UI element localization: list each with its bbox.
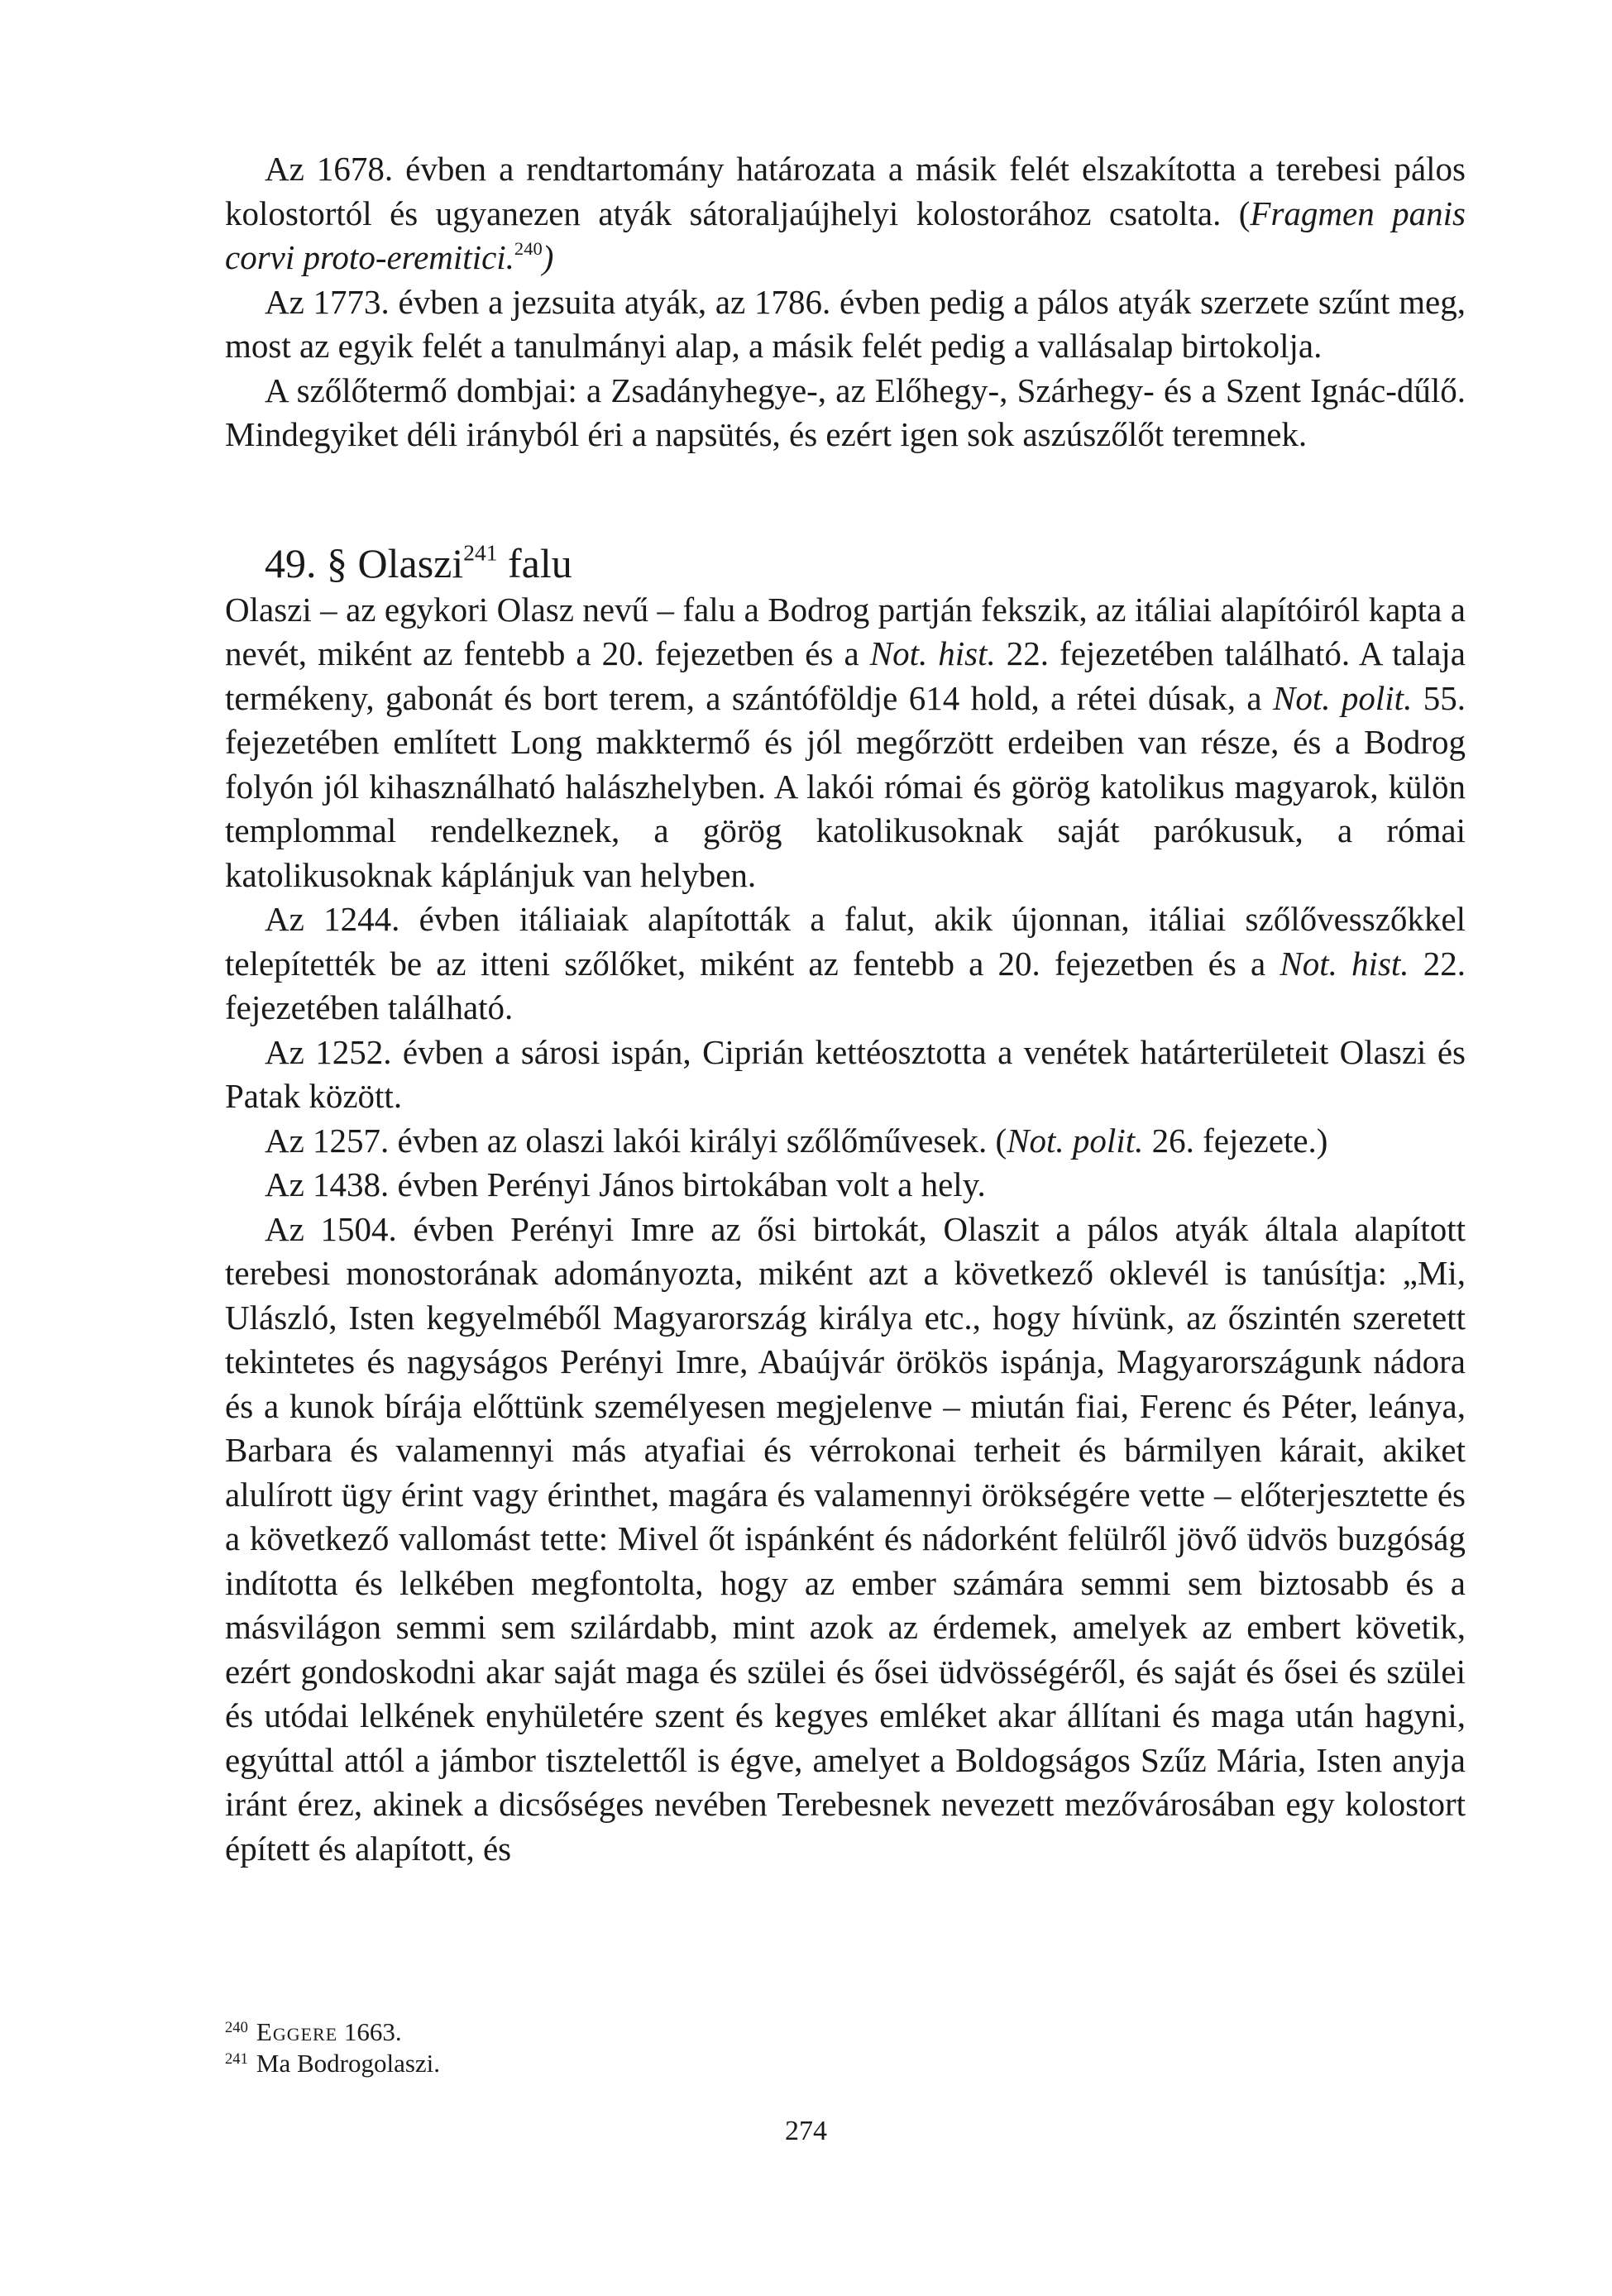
- footnote-241: [225, 2048, 1466, 2079]
- section-title-rest: falu: [507, 539, 572, 586]
- page-body: [225, 147, 1466, 1871]
- paragraph-1252: Az 1252. évben a sárosi ispán, Ciprián kettéosztotta a venétek határterületeit Olaszi és Patak között.: [225, 1032, 1466, 1115]
- paragraph-text: 22. fejezetében található.: [225, 944, 1466, 1026]
- italic-reference: Not. polit.: [1272, 678, 1413, 717]
- paragraph-1244: [225, 897, 1466, 1031]
- paragraph-1773: Az 1773. évben a jezsuita atyák, az 1786. évben pedig a pálos atyák szerzete szűnt meg, most az egyik felét a tanulmányi alap, a másik felét pedig a vallásalap birtokolja.: [225, 282, 1466, 365]
- paragraph-text: 22. fejezetében található. A talaja termékeny, gabonát és bort terem, a szántóföldje 614 hold, a rétei dúsak, a: [225, 634, 1466, 717]
- footnote-author: Eggere: [256, 2017, 338, 2046]
- paragraph-text: 55. fejezetében említett Long makktermő és jól megőrzött erdeiben van része, és a Bodrog folyón jól kihasználható halászhelyben. A lakói római és görög katolikus magyarok, külön templommal rendelkeznek, a görög katolikusoknak saját parókusuk, a római katolikusoknak káplánjuk van helyben.: [225, 678, 1466, 894]
- footnote-ref-240[interactable]: 240: [514, 238, 543, 260]
- paragraph-text: Az 1257. évben az olaszi lakói királyi szőlőművesek. (: [265, 1121, 1007, 1160]
- paragraph-1257: [225, 1119, 1466, 1164]
- paragraph-1504: Az 1504. évben Perényi Imre az ősi birtokát, Olaszit a pálos atyák általa alapított terebesi monostorának adományozta, miként azt a következő oklevél is tanúsítja: „Mi, Ulászló, Isten kegyelméből Magyarország királya etc., hogy hívünk, az őszintén szeretett tekintetes és nagyságos Perényi Imre, Abaújvár örökös ispánja, Magyarországunk nádora és a kunok bírája előttünk személyesen megjelenve – miután fiai, Ferenc és Péter, leánya, Barbara és valamennyi más atyafiai és vérrokonai terheit és bármilyen kárait, akiket alulírott ügy érint vagy érinthet, magára és valamennyi örökségére vette – előterjesztette és a következő vallomást tette: Mivel őt ispánként és nádorként felülről jövő üdvös buzgóság indította és lelkében megfontolta, hogy az ember számára semmi sem biztosabb és a másvilágon semmi sem szilárdabb, mint azok az érdemek, amelyek az embert követik, ezért gondoskodni akar saját maga és szülei és ősei üdvösségéről, és saját és ősei és szülei és utódai lelkének enyhületére szent és kegyes emléket akar állítani és maga után hagyni, egyúttal attól a jámbor tisztelettől is égve, amelyet a Boldogságos Szűz Mária, Isten anyja iránt érez, akinek a dicsőséges nevében Terebesnek nevezett mezővárosában egy kolostort épített és alapított, és: [225, 1209, 1466, 1868]
- footnote-number: 241: [225, 2050, 248, 2068]
- paragraph-vineyards: A szőlőtermő dombjai: a Zsadányhegye-, az Előhegy-, Szárhegy- és a Szent Ignác-dűlő. Mindegyiket déli irányból éri a napsütés, és ezért igen sok aszúszőlőt teremnek.: [225, 371, 1466, 453]
- paragraph-text: 26. fejezete.): [1143, 1121, 1328, 1160]
- paragraph-1678: [225, 147, 1466, 280]
- section-title: Olaszi: [357, 539, 464, 586]
- paragraph-olaszi-intro: [225, 588, 1466, 898]
- italic-title: Fragmen panis corvi proto-eremitici.: [225, 194, 1466, 276]
- footnote-text: Ma Bodrogolaszi.: [256, 2049, 441, 2078]
- footnote-240: [225, 2016, 1466, 2048]
- italic-reference: Not. hist.: [869, 634, 996, 672]
- footnote-ref-241[interactable]: 241: [463, 538, 498, 565]
- section-heading: [225, 538, 1466, 588]
- paragraph-text: Az 1244. évben itáliaiak alapították a falut, akik újonnan, itáliai szőlővesszőkkel telepítették be az itteni szőlőket, miként az fentebb a 20. fejezetben és a: [225, 900, 1466, 983]
- paragraph-1438: Az 1438. évben Perényi János birtokában volt a hely.: [265, 1165, 986, 1203]
- footnote-text: 1663.: [337, 2017, 402, 2046]
- footnotes: [225, 2016, 1466, 2079]
- italic-reference: Not. polit.: [1007, 1121, 1144, 1160]
- section-number: 49. §: [265, 539, 347, 586]
- closing-paren: ): [542, 238, 554, 276]
- italic-reference: Not. hist.: [1280, 944, 1409, 983]
- page-number: 274: [785, 2116, 827, 2146]
- footnote-number: 240: [225, 2018, 248, 2036]
- paragraph-text: Olaszi – az egykori Olasz nevű – falu a Bodrog partján fekszik, az itáliai alapítóiról kapta a nevét, miként az fentebb a 20. fejezetben és a: [225, 590, 1466, 672]
- paragraph-text: Az 1678. évben a rendtartomány határozata a másik felét elszakította a terebesi pálos kolostortól és ugyanezen atyák sátoraljaújhelyi kolostorához csatolta. (: [225, 150, 1466, 232]
